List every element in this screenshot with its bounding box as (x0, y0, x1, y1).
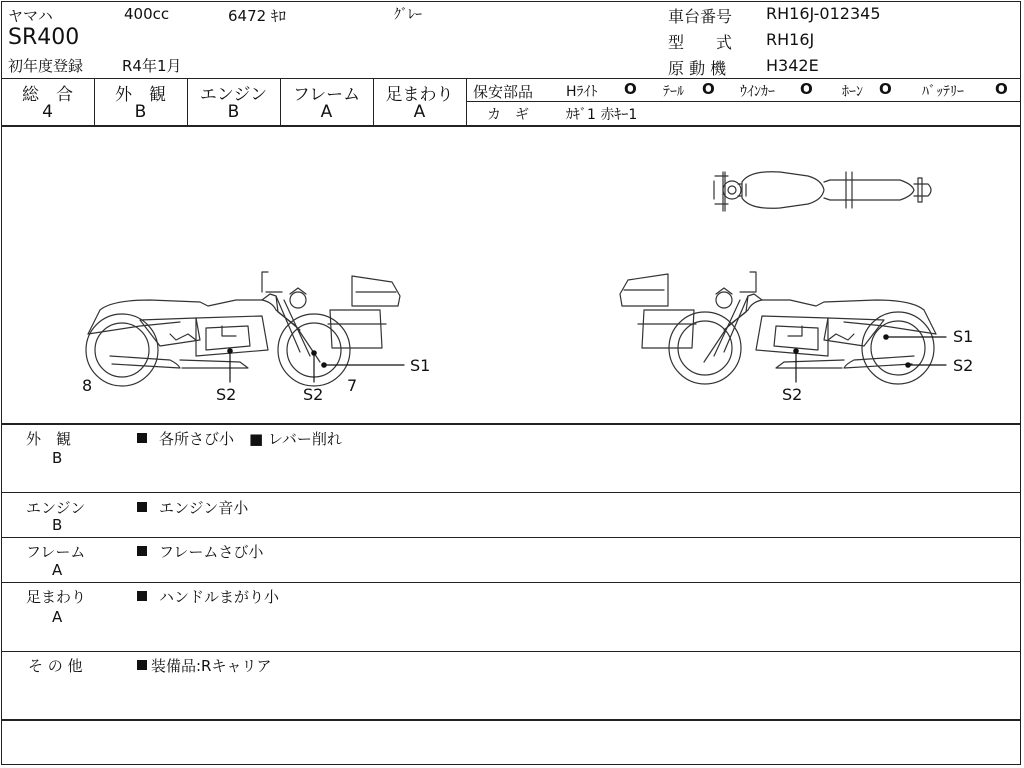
notes-divider (1, 537, 1021, 538)
mark-label: S2 (782, 385, 803, 404)
bullet-icon (137, 591, 147, 601)
overall-grade-value: 4 (42, 102, 53, 122)
note-text-value: フレームさび小 (159, 543, 264, 561)
suspension-grade-value: A (413, 102, 426, 122)
taillight-label: ﾃｰﾙ (663, 84, 684, 100)
note-text-value: ハンドルまがり小 (159, 588, 280, 606)
note-category: エンジン (26, 499, 86, 517)
overall-grade-label: 総 合 (22, 85, 73, 105)
first-registration-value: R4年1月 (122, 57, 182, 75)
note-grade: A (52, 608, 63, 626)
taillight-status: O (702, 80, 715, 98)
note-text-value: エンジン音小 (159, 499, 249, 517)
notes-divider (1, 492, 1021, 493)
left-side-motorcycle (86, 272, 400, 386)
chassis-label: 車台番号 (668, 7, 733, 26)
mark-label: 8 (82, 376, 93, 395)
keys-label: カ ギ (487, 107, 529, 123)
bullet-icon (137, 433, 147, 443)
type-value: RH16J (766, 30, 815, 49)
right-side-motorcycle (620, 272, 936, 384)
headlight-status: O (624, 80, 637, 98)
notes-bottom (1, 719, 1021, 721)
horn-label: ﾎｰﾝ (842, 84, 863, 100)
note-category: 外 観 (26, 430, 72, 448)
chassis-value: RH16J-012345 (766, 4, 881, 23)
note-text-value: 装備品:Rキャリア (151, 657, 272, 675)
model-name: SR400 (8, 25, 80, 50)
keys-value: ｶｷﾞ1 赤ｷｰ1 (566, 107, 638, 123)
grade-col-divider (466, 78, 467, 126)
exterior-grade-value: B (134, 102, 147, 122)
mark-label: S2 (303, 385, 324, 404)
note-text (137, 541, 263, 562)
displacement: 400cc (124, 5, 170, 23)
frame-grade-value: A (320, 102, 333, 122)
headlight-label: Hﾗｲﾄ (566, 84, 598, 100)
bullet-icon (137, 660, 147, 670)
mark-label: S2 (216, 385, 237, 404)
battery-label: ﾊﾞｯﾃﾘｰ (922, 84, 964, 100)
engine-grade-value: B (227, 102, 240, 122)
safety-parts-label: 保安部品 (473, 83, 534, 101)
damage-diagram (0, 127, 1022, 423)
winker-status: O (800, 80, 813, 98)
bullet-icon (137, 502, 147, 512)
notes-divider (1, 582, 1021, 583)
color: ｸﾞﾚｰ (394, 7, 422, 23)
note-grade: A (52, 561, 63, 579)
type-label: 型 式 (668, 33, 733, 52)
notes-divider (1, 651, 1021, 652)
note-text (137, 586, 279, 607)
note-category: 足まわり (26, 588, 87, 606)
bullet-icon (137, 546, 147, 556)
first-registration-label: 初年度登録 (8, 57, 84, 75)
mark-label: S1 (953, 327, 974, 346)
frame-grade-label: フレーム (292, 85, 361, 105)
mileage: 6472 ｷﾛ (228, 7, 286, 25)
winker-label: ｳｲﾝｶｰ (740, 84, 775, 100)
note-grade: B (52, 449, 63, 467)
note-text (137, 655, 271, 676)
mark-label: 7 (347, 376, 358, 395)
grade-table-top (1, 78, 1021, 79)
exterior-grade-label: 外 観 (115, 85, 166, 105)
battery-status: O (995, 80, 1008, 98)
suspension-grade-label: 足まわり (385, 85, 454, 105)
engine-value: H342E (766, 56, 819, 75)
safety-divider (467, 101, 1021, 102)
engine-label: 原 動 機 (668, 59, 727, 78)
note-category: フレーム (26, 543, 86, 561)
top-view-motorcycle (714, 172, 931, 211)
note-grade: B (52, 516, 63, 534)
note-category: そ の 他 (28, 657, 83, 675)
engine-grade-label: エンジン (199, 85, 268, 105)
note-text (137, 428, 342, 449)
mark-label: S2 (953, 356, 974, 375)
make: ヤマハ (8, 7, 53, 25)
mark-label: S1 (410, 356, 431, 375)
notes-top (1, 423, 1021, 425)
note-text-value: 各所さび小 ■ レバー削れ (159, 430, 342, 448)
note-text (137, 497, 248, 518)
horn-status: O (879, 80, 892, 98)
